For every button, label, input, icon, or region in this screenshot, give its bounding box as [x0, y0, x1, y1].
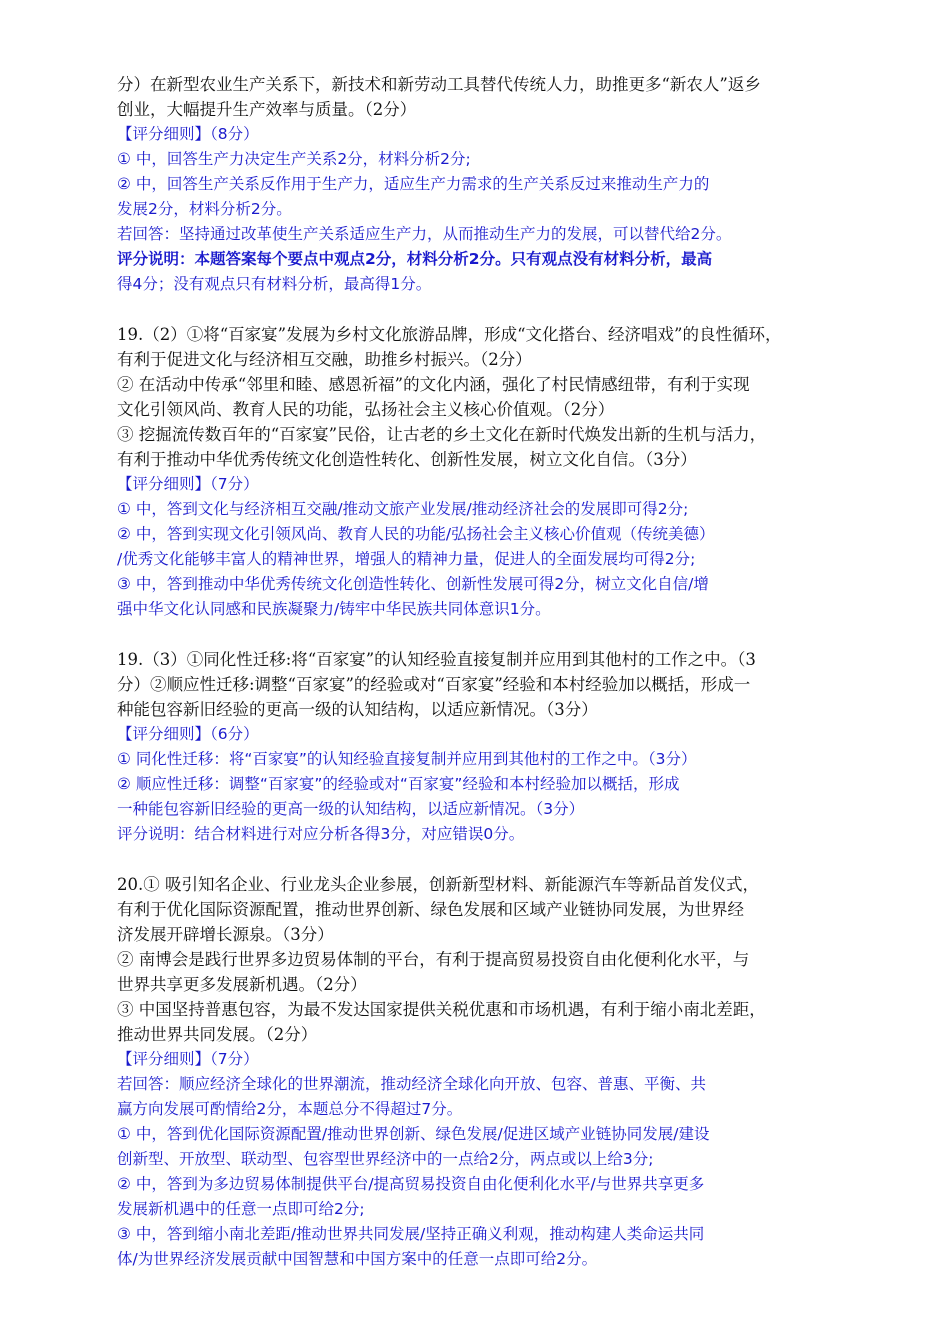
grading-note-line: /优秀文化能够丰富人的精神世界，增强人的精神力量，促进人的全面发展均可得2分;	[117, 550, 696, 568]
grading-note-line: 【评分细则】（7分）	[117, 1050, 259, 1068]
grading-note-line: ② 中，答到实现文化引领风尚、教育人民的功能/弘扬社会主义核心价值观（传统美德）	[117, 525, 715, 543]
grading-note-line: 【评分细则】（6分）	[117, 725, 259, 743]
answer-text-line: ② 南博会是践行世界多边贸易体制的平台，有利于提高贸易投资自由化便利化水平，与	[117, 950, 750, 969]
section-gap	[117, 847, 869, 872]
answer-text-line: ② 在活动中传承“邻里和睦、感恩祈福”的文化内涵，强化了村民情感纽带，有利于实现	[117, 375, 750, 394]
answer-text-line: 19.（2）①将“百家宴”发展为乡村文化旅游品牌，形成“文化搭台、经济唱戏”的良性循环，	[117, 325, 782, 344]
answer-section-s1	[117, 72, 869, 297]
grading-note-line: 发展2分，材料分析2分。	[117, 200, 292, 218]
answer-text-line: 世界共享更多发展新机遇。（2分）	[117, 975, 367, 994]
answer-text-line: ③ 中国坚持普惠包容，为最不发达国家提供关税优惠和市场机遇，有利于缩小南北差距，	[117, 1000, 766, 1019]
grading-note-line: ① 中，答到优化国际资源配置/推动世界创新、绿色发展/促进区域产业链协同发展/建设	[117, 1125, 710, 1143]
grading-note-line: ① 同化性迁移：将“百家宴”的认知经验直接复制并应用到其他村的工作之中。（3分）	[117, 750, 697, 768]
grading-note-line: 【评分细则】（7分）	[117, 475, 259, 493]
answer-text-line: 分）在新型农业生产关系下，新技术和新劳动工具替代传统人力，助推更多“新农人”返乡	[117, 75, 761, 94]
grading-note-line: ② 中，答到为多边贸易体制提供平台/提高贸易投资自由化便利化水平/与世界共享更多	[117, 1175, 705, 1193]
answer-text-line: 20.① 吸引知名企业、行业龙头企业参展，创新新型材料、新能源汽车等新品首发仪式，	[117, 875, 759, 894]
answer-text-line: 有利于优化国际资源配置，推动世界创新、绿色发展和区域产业链协同发展，为世界经	[117, 900, 744, 919]
grading-note-line: 体/为世界经济发展贡献中国智慧和中国方案中的任意一点即可给2分。	[117, 1250, 598, 1268]
answer-section-s2	[117, 322, 869, 622]
grading-note-line: 赢方向发展可酌情给2分，本题总分不得超过7分。	[117, 1100, 463, 1118]
grading-note-line: 若回答：坚持通过改革使生产关系适应生产力，从而推动生产力的发展，可以替代给2分。	[117, 225, 732, 243]
answer-text-line: 创业，大幅提升生产效率与质量。（2分）	[117, 100, 417, 119]
answer-text-line: 文化引领风尚、教育人民的功能，弘扬社会主义核心价值观。（2分）	[117, 400, 615, 419]
answer-text-line: 种能包容新旧经验的更高一级的认知结构，以适应新情况。（3分）	[117, 700, 598, 719]
grading-note-line: ③ 中，答到缩小南北差距/推动世界共同发展/坚持正确义利观，推动构建人类命运共同	[117, 1225, 705, 1243]
answer-text-line: 有利于促进文化与经济相互交融，助推乡村振兴。（2分）	[117, 350, 532, 369]
answer-section-s4	[117, 872, 869, 1272]
answer-section-s3	[117, 647, 869, 847]
grading-note-line: 【评分细则】（8分）	[117, 125, 259, 143]
grading-note-line: 创新型、开放型、联动型、包容型世界经济中的一点给2分，两点或以上给3分;	[117, 1150, 654, 1168]
grading-note-line: ② 中，回答生产关系反作用于生产力，适应生产力需求的生产关系反过来推动生产力的	[117, 175, 710, 193]
grading-note-line: 评分说明：结合材料进行对应分析各得3分，对应错误0分。	[117, 825, 525, 843]
grading-note-line: 评分说明：本题答案每个要点中观点2分，材料分析2分。只有观点没有材料分析，最高	[117, 250, 713, 268]
grading-note-line: 若回答：顺应经济全球化的世界潮流，推动经济全球化向开放、包容、普惠、平衡、共	[117, 1075, 707, 1093]
section-gap	[117, 622, 869, 647]
grading-note-line: ① 中，答到文化与经济相互交融/推动文旅产业发展/推动经济社会的发展即可得2分;	[117, 500, 689, 518]
grading-note-line: 发展新机遇中的任意一点即可给2分;	[117, 1200, 365, 1218]
section-gap	[117, 297, 869, 322]
answer-text-line: 有利于推动中华优秀传统文化创造性转化、创新性发展，树立文化自信。（3分）	[117, 450, 697, 469]
grading-note-line: ① 中，回答生产力决定生产关系2分，材料分析2分;	[117, 150, 471, 168]
answer-text-line: 19.（3）①同化性迁移:将“百家宴”的认知经验直接复制并应用到其他村的工作之中。（3	[117, 650, 756, 669]
answer-text-line: ③ 挖掘流传数百年的“百家宴”民俗，让古老的乡土文化在新时代焕发出新的生机与活力，	[117, 425, 767, 444]
answer-text-line: 推动世界共同发展。（2分）	[117, 1025, 318, 1044]
grading-note-line: 得4分；没有观点只有材料分析，最高得1分。	[117, 275, 432, 293]
grading-note-line: 强中华文化认同感和民族凝聚力/铸牢中华民族共同体意识1分。	[117, 600, 551, 618]
grading-note-line: ② 顺应性迁移：调整“百家宴”的经验或对“百家宴”经验和本村经验加以概括，形成	[117, 775, 680, 793]
answer-text-line: 分）②顺应性迁移:调整“百家宴”的经验或对“百家宴”经验和本村经验加以概括，形成一	[117, 675, 751, 694]
grading-note-line: 一种能包容新旧经验的更高一级的认知结构，以适应新情况。（3分）	[117, 800, 585, 818]
grading-note-line: ③ 中，答到推动中华优秀传统文化创造性转化、创新性发展可得2分，树立文化自信/增	[117, 575, 709, 593]
answer-text-line: 济发展开辟增长源泉。（3分）	[117, 925, 334, 944]
document-page	[117, 72, 869, 1272]
